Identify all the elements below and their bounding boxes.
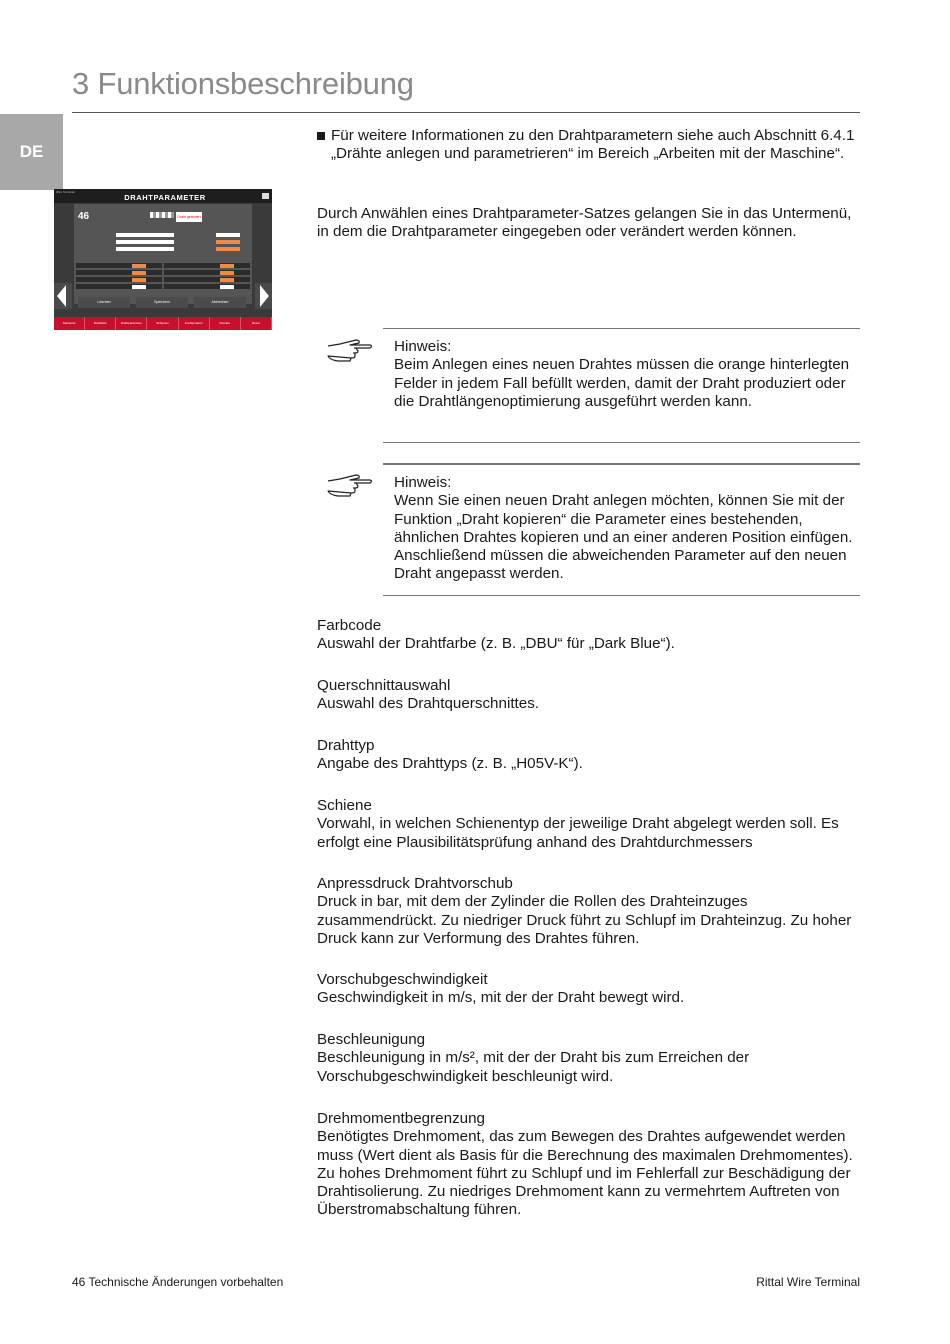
param-row: [164, 284, 250, 289]
screenshot-badge: Draht geändert: [176, 212, 202, 222]
screenshot-heading: DRAHTPARAMETER: [124, 193, 206, 202]
screenshot-button-delete: Löschen: [78, 297, 130, 308]
field-required: [216, 240, 240, 244]
definition-desc: Vorwahl, in welchen Schienentyp der jeweilige Draht abgelegt werden soll. Es erfolgt eine Plausibilitätsprüfung anhand des Drahtdurchmessers: [317, 815, 839, 851]
definition-term: Anpressdruck Drahtvorschub: [317, 875, 513, 892]
definition-anpressdruck: [317, 875, 862, 948]
definition-drehmomentbegrenzung: [317, 1110, 862, 1220]
page-title: 3 Funktionsbeschreibung: [72, 66, 414, 101]
param-row: [164, 270, 250, 275]
language-tab: DE: [0, 114, 63, 190]
definition-desc: Auswahl des Drahtquerschnittes.: [317, 695, 540, 713]
note-rule: [383, 328, 860, 329]
screenshot-button-cancel: Abbrechen: [194, 297, 246, 308]
note-text: Beim Anlegen eines neuen Drahtes müssen die orange hinterlegten Felder in jedem Fall befüllt werden, damit der Draht produziert oder die Drahtlängenoptimierung ausgeführt werden kann.: [394, 356, 850, 410]
definition-term: Beschleunigung: [317, 1031, 426, 1048]
field-required: [132, 271, 146, 275]
note-text: Wenn Sie einen neuen Draht anlegen möchten, können Sie mit der Funktion „Draht kopieren“ die Parameter eines bestehenden, ähnlichen Drahtes kopieren und an einer anderen Position einfügen. Anschließend müssen die abweichenden Parameter auf den neuen Draht angepasst werden.: [394, 492, 853, 583]
note-rule: [383, 595, 860, 596]
note-2: [394, 474, 860, 584]
note-label: Hinweis:: [394, 474, 452, 491]
definition-schiene: [317, 797, 862, 852]
definition-term: Drehmomentbegrenzung: [317, 1110, 486, 1127]
screenshot-nav-item: Drucker: [210, 317, 241, 330]
screenshot-button-save: Speichern: [136, 297, 188, 308]
definition-term: Farbcode: [317, 617, 382, 634]
screenshot-nav-item: Drahtliste: [85, 317, 116, 330]
definition-vorschubgeschwindigkeit: [317, 971, 862, 1008]
screenshot-small-text: Wire Terminal: [56, 190, 75, 194]
param-row: [76, 263, 162, 268]
info-bullet: [317, 127, 862, 164]
definition-desc: Auswahl der Drahtfarbe (z. B. „DBU“ für „Dark Blue“).: [317, 635, 675, 653]
param-row: [164, 277, 250, 282]
note-label: Hinweis:: [394, 338, 452, 355]
bullet-text: Für weitere Informationen zu den Drahtparametern siehe auch Abschnitt 6.4.1 „Drähte anlegen und parametrieren“ im Bereich „Arbeiten mit der Maschine“.: [331, 127, 855, 163]
field: [116, 247, 174, 251]
bullet-square-icon: [317, 132, 325, 140]
drahtparameter-screenshot: [54, 189, 272, 330]
param-row: [76, 270, 162, 275]
definition-desc: Druck in bar, mit dem der Zylinder die Rollen des Drahteinzuges zusammendrückt. Zu niedriger Druck führt zu Schlupf im Drahteinzug. Zu hoher Druck kann zur Verformung des Drahtes führen.: [317, 893, 852, 947]
field: [116, 233, 174, 237]
definition-term: Querschnittauswahl: [317, 677, 451, 694]
screenshot-navbar: [54, 317, 272, 330]
note-rule: [383, 442, 860, 443]
field-required: [216, 247, 240, 251]
pointing-hand-icon: [326, 336, 374, 362]
field-required: [220, 278, 234, 282]
screenshot-nav-item: Drahtparameter: [116, 317, 147, 330]
arrow-right-icon: [260, 285, 269, 307]
field-required: [132, 264, 146, 268]
definition-farbcode: [317, 617, 862, 654]
footer-page-info: 46 Technische Änderungen vorbehalten: [72, 1275, 284, 1289]
intro-paragraph: Durch Anwählen eines Drahtparameter-Satzes gelangen Sie in das Untermenü, in dem die Drahtparameter eingegeben oder verändert werden können.: [317, 205, 852, 241]
definition-querschnitt: [317, 677, 862, 714]
field: [216, 233, 240, 237]
footer-product: Rittal Wire Terminal: [756, 1275, 860, 1289]
color-pattern: [150, 212, 174, 218]
field-required: [132, 278, 146, 282]
note-rule: [383, 463, 860, 465]
exit-icon: [262, 193, 269, 199]
field: [132, 285, 146, 289]
definition-drahttyp: [317, 737, 862, 774]
home-icon: Startseite: [54, 317, 85, 330]
definition-desc: Geschwindigkeit in m/s, mit der der Draht bewegt wird.: [317, 989, 685, 1007]
title-divider: [72, 112, 860, 113]
definition-term: Vorschubgeschwindigkeit: [317, 971, 488, 988]
param-row: [164, 263, 250, 268]
definition-beschleunigung: [317, 1031, 862, 1086]
definition-desc: Angabe des Drahttyps (z. B. „H05V-K“).: [317, 755, 583, 773]
definition-desc: Benötigtes Drehmoment, das zum Bewegen des Drahtes aufgewendet werden muss (Wert dient als Basis für die Berechnung des maximalen Drehmomentes). Zu hohes Drehmoment führt zu Schlupf und im Fehlerfall zur Beschädigung der Drahtisolierung. Zu niedriges Drehmoment kann zu vermehrtem Auftreten von Überstromabschaltung führen.: [317, 1128, 853, 1219]
pointing-hand-icon: [326, 471, 374, 497]
field: [220, 285, 234, 289]
arrow-left-icon: [57, 285, 66, 307]
field-required: [220, 264, 234, 268]
definition-term: Schiene: [317, 797, 372, 814]
definition-desc: Beschleunigung in m/s², mit der der Draht bis zum Erreichen der Vorschubgeschwindigkeit beschleunigt wird.: [317, 1049, 750, 1085]
param-row: [76, 284, 162, 289]
definition-term: Drahttyp: [317, 737, 375, 754]
screenshot-wire-number: 46: [78, 211, 90, 222]
note-1: [394, 338, 860, 411]
screenshot-nav-item: Reset: [241, 317, 272, 330]
field-required: [220, 271, 234, 275]
param-row: [76, 277, 162, 282]
screenshot-nav-item: Schienen: [147, 317, 178, 330]
screenshot-nav-item: Konfiguration: [179, 317, 210, 330]
field: [116, 240, 174, 244]
